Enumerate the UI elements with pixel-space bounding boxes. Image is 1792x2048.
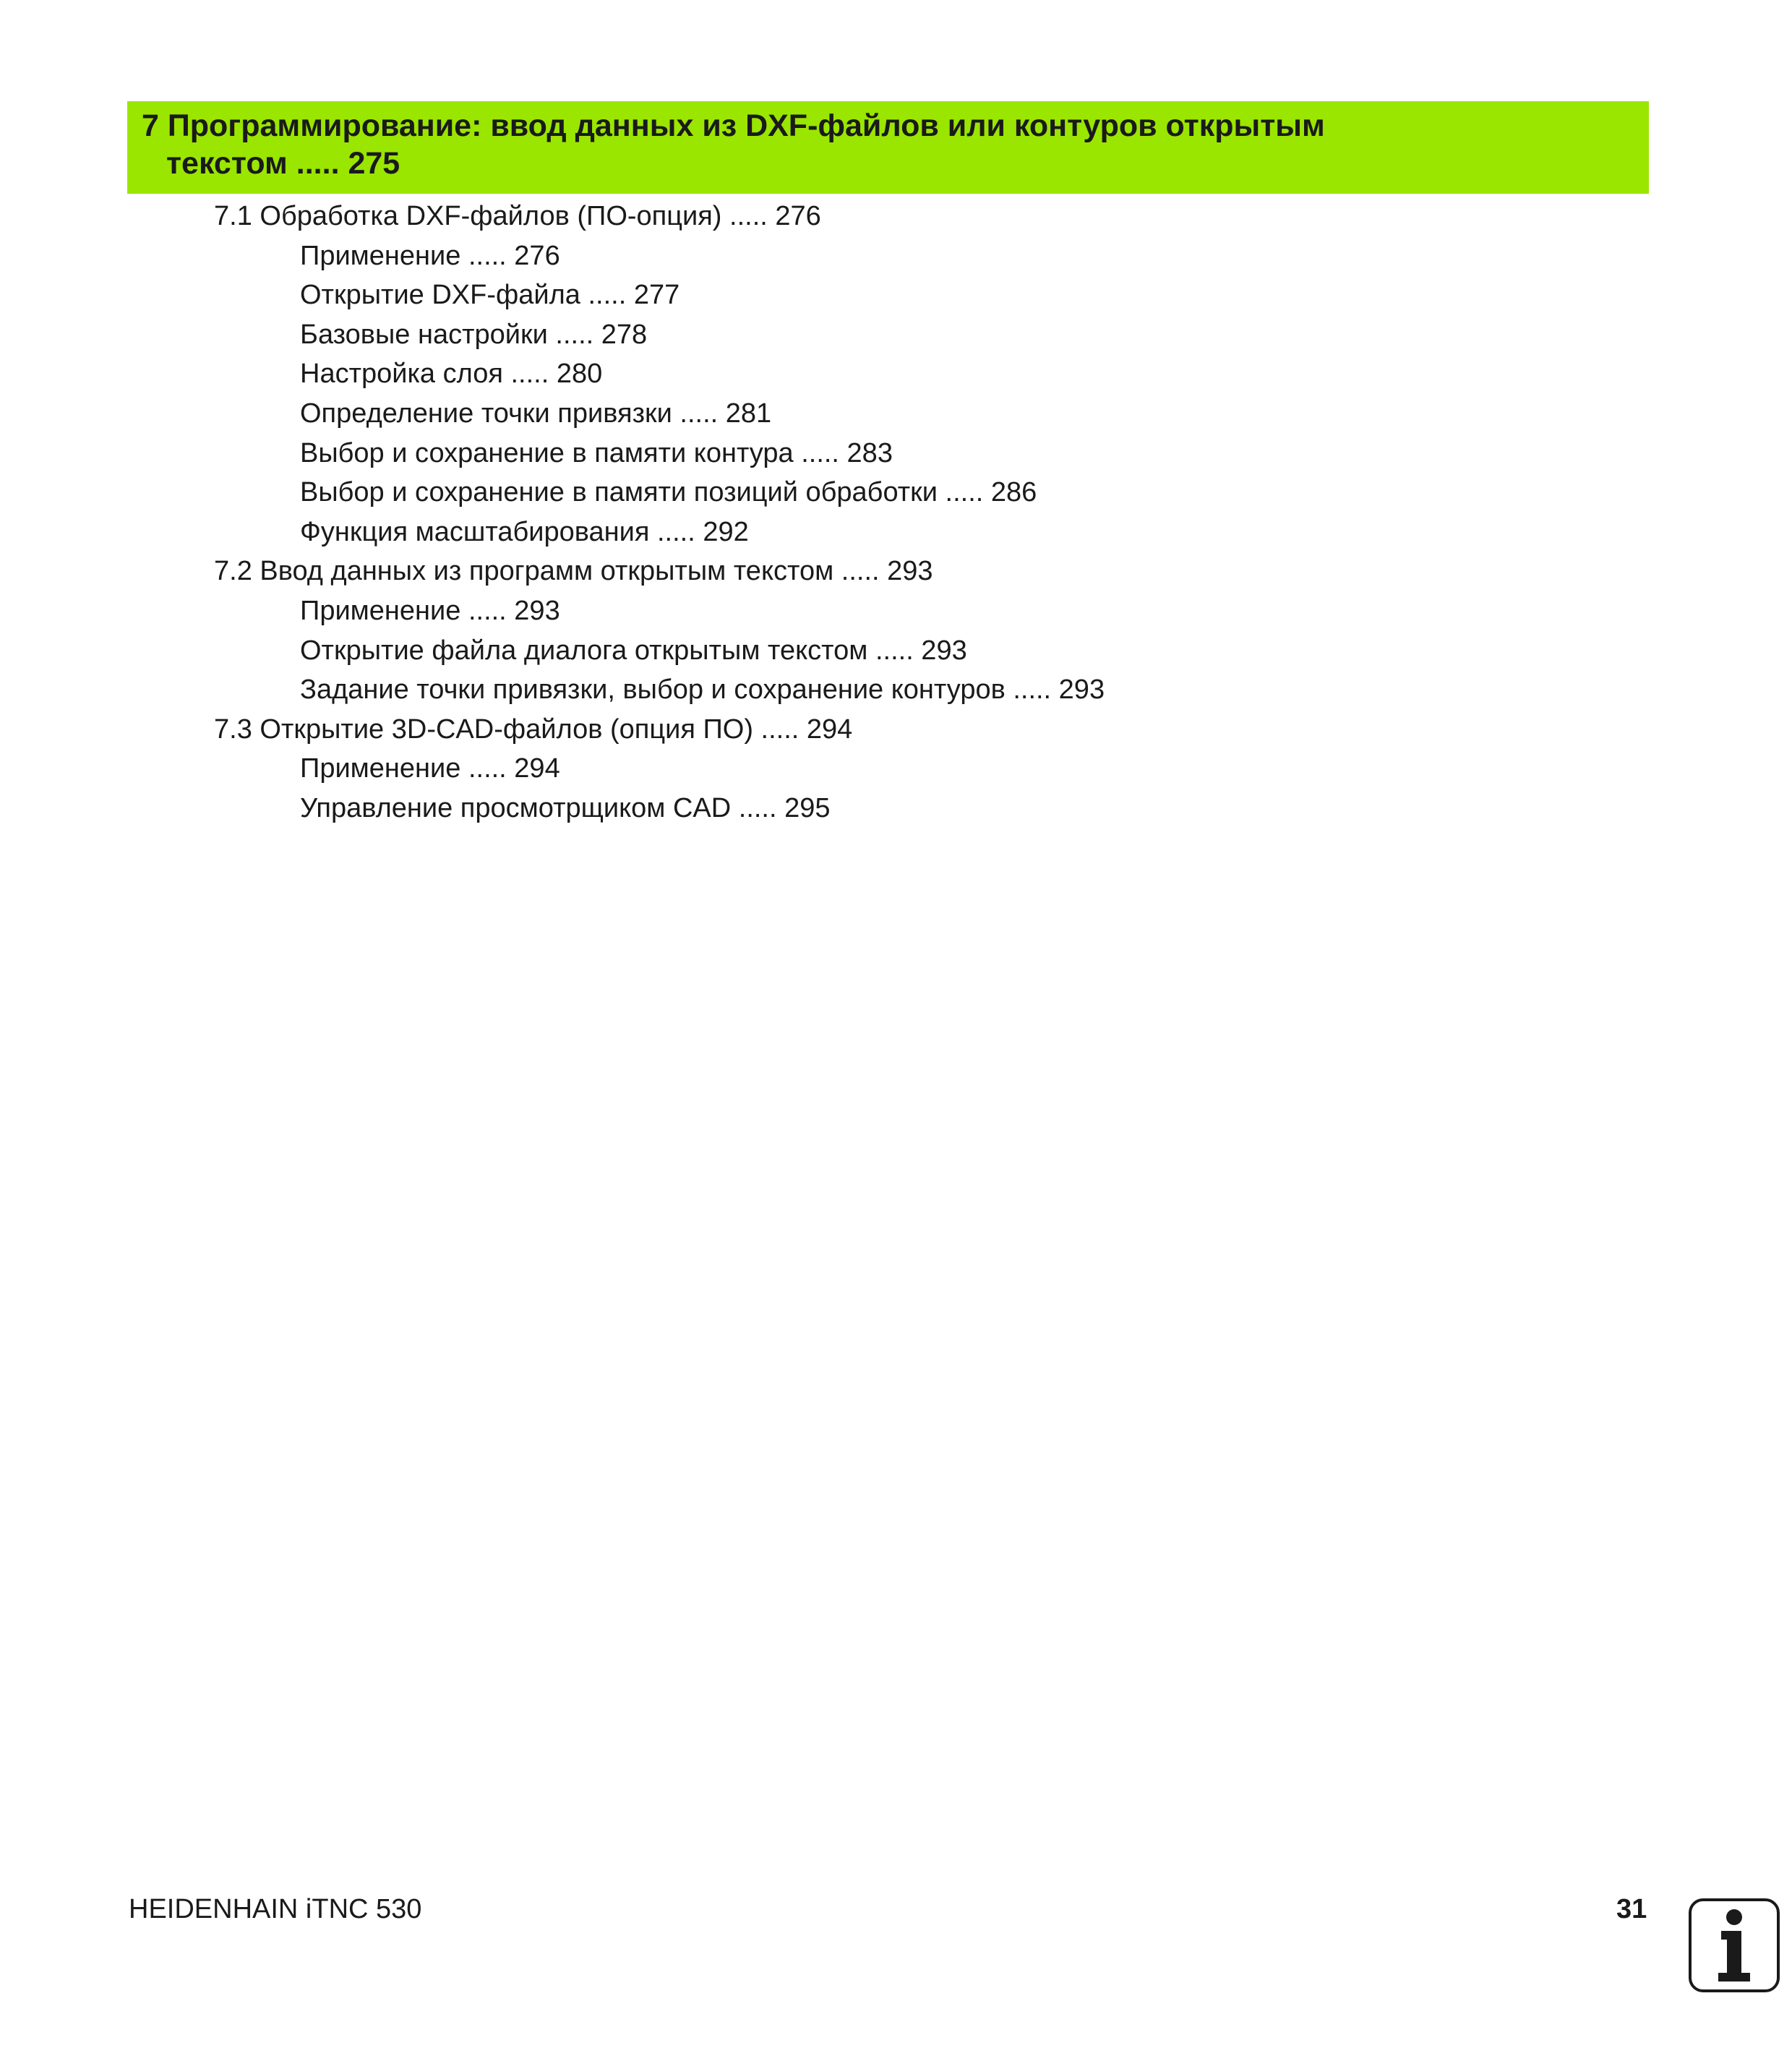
chapter-title-line-2[interactable]: текстом ..... 275 — [166, 146, 400, 181]
toc-subsection-link[interactable]: Применение ..... 294 — [300, 753, 560, 784]
toc-subsection-link[interactable]: Выбор и сохранение в памяти контура ..... 283 — [300, 437, 893, 468]
toc-subsection-link[interactable]: Базовые настройки ..... 278 — [300, 319, 648, 350]
page-number: 31 — [1616, 1894, 1647, 1924]
toc-section-link[interactable]: 7.1 Обработка DXF-файлов (ПО-опция) ..... 276 — [214, 201, 821, 231]
toc-subsection-link[interactable]: Функция масштабирования ..... 292 — [300, 516, 749, 547]
footer-product-name: HEIDENHAIN iTNC 530 — [129, 1894, 422, 1924]
toc-subsection-link[interactable]: Управление просмотрщиком CAD ..... 295 — [300, 792, 831, 823]
toc-section-link[interactable]: 7.2 Ввод данных из программ открытым текстом ..... 293 — [214, 556, 933, 587]
toc-subsection-link[interactable]: Применение ..... 276 — [300, 240, 560, 271]
info-icon[interactable] — [1688, 1898, 1780, 1993]
table-of-contents — [0, 197, 1105, 828]
toc-subsection-link[interactable]: Определение точки привязки ..... 281 — [300, 398, 772, 429]
chapter-title-line-1[interactable]: 7 Программирование: ввод данных из DXF-файлов или контуров открытым — [142, 108, 1325, 143]
toc-subsection-link[interactable]: Настройка слоя ..... 280 — [300, 359, 603, 390]
toc-subsection-link[interactable]: Открытие DXF-файла ..... 277 — [300, 280, 680, 311]
toc-subsection-link[interactable]: Открытие файла диалога открытым текстом ..... 293 — [300, 635, 967, 666]
toc-subsection-link[interactable]: Выбор и сохранение в памяти позиций обработки ..... 286 — [300, 477, 1037, 508]
toc-subsection-link[interactable]: Применение ..... 293 — [300, 595, 560, 626]
toc-subsection-link[interactable]: Задание точки привязки, выбор и сохранение контуров ..... 293 — [300, 674, 1105, 706]
toc-section-link[interactable]: 7.3 Открытие 3D-CAD-файлов (опция ПО) ..... 294 — [214, 714, 853, 745]
